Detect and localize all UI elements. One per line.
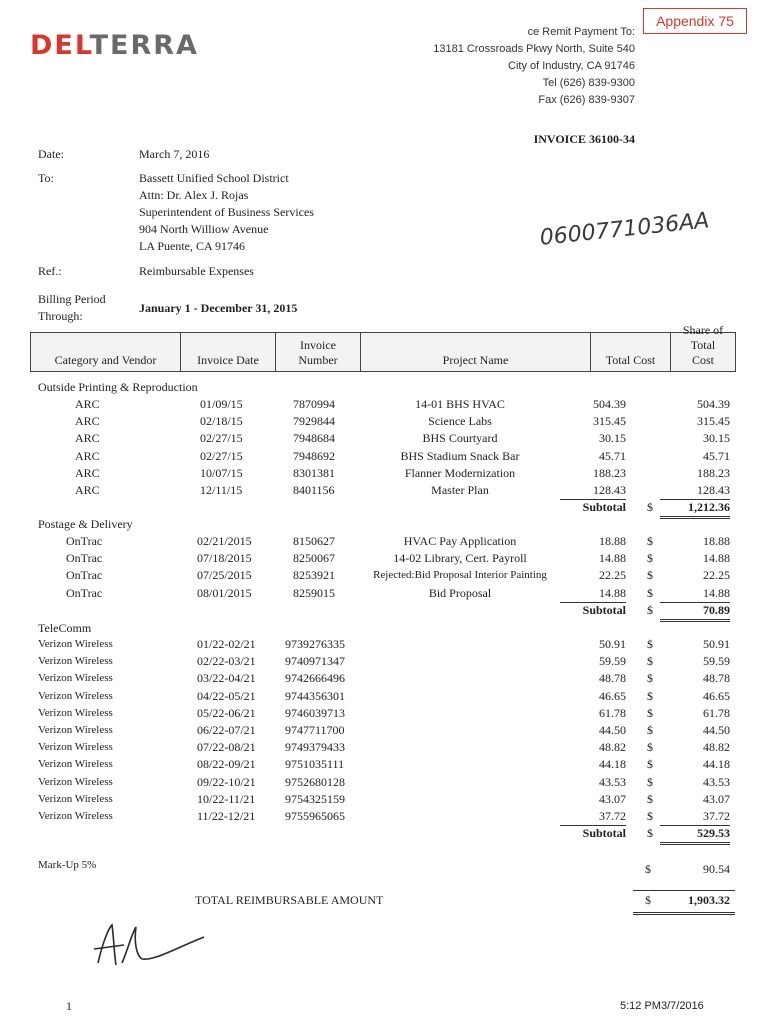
markup-currency: $ (645, 862, 651, 876)
section-title-postage: Postage & Delivery (38, 517, 133, 531)
currency-symbol: $ (647, 740, 653, 755)
invoice-number: 7870994 (293, 397, 335, 411)
total-cost: 44.18 (599, 757, 626, 772)
share-cost: 14.88 (660, 585, 730, 603)
share-cost: 30.15 (703, 431, 730, 446)
total-cost: 315.45 (593, 414, 626, 429)
currency-symbol: $ (647, 654, 653, 669)
invoice-number: 8253921 (293, 568, 335, 583)
invoice-date: 07/22-08/21 (197, 740, 256, 755)
date-label: Date: (38, 147, 64, 161)
invoice-date: 07/25/2015 (197, 568, 252, 583)
share-cost: 59.59 (703, 654, 730, 669)
currency-symbol: $ (647, 757, 653, 772)
subtotal-currency: $ (647, 826, 653, 841)
date-value: March 7, 2016 (139, 147, 210, 161)
total-currency: $ (645, 893, 651, 907)
invoice-date: 08/01/2015 (197, 585, 252, 600)
vendor-name: ARC (75, 483, 100, 497)
header-total-cost: Total Cost (591, 333, 671, 371)
vendor-name: Verizon Wireless (38, 810, 113, 822)
project-name: Flanner Modernization (404, 465, 516, 480)
total-cost: 48.78 (599, 671, 626, 686)
total-label: TOTAL REIMBURSABLE AMOUNT (195, 893, 384, 907)
vendor-name: ARC (75, 397, 100, 411)
subtotal-value: 529.53 (660, 825, 730, 845)
total-cost: 59.59 (599, 654, 626, 669)
invoice-number: 9740971347 (285, 654, 345, 669)
remit-line-3: City of Industry, CA 91746 (508, 60, 635, 72)
vendor-name: Verizon Wireless (38, 741, 113, 754)
total-cost: 14.88 (599, 551, 626, 566)
subtotal-value: 70.89 (660, 602, 730, 622)
invoice-number: INVOICE 36100-34 (533, 132, 635, 146)
remit-line-5: Fax (626) 839-9307 (538, 94, 635, 106)
share-cost: 48.78 (703, 671, 730, 686)
currency-symbol: $ (647, 637, 653, 651)
invoice-date: 01/09/15 (200, 397, 243, 411)
markup-label: Mark-Up 5% (38, 859, 97, 871)
vendor-name: Verizon Wireless (38, 792, 113, 805)
currency-symbol: $ (647, 809, 653, 823)
share-cost: 44.18 (703, 757, 730, 772)
header-project-name: Project Name (361, 333, 591, 371)
vendor-name: Verizon Wireless (38, 706, 113, 719)
subtotal-currency: $ (647, 602, 653, 617)
subtotal-label: Subtotal (582, 602, 626, 617)
invoice-date: 02/21/2015 (197, 534, 252, 548)
billing-label-1: Billing Period (38, 292, 106, 306)
invoice-number: 9746039713 (285, 705, 345, 720)
invoice-number: 8250067 (293, 551, 335, 566)
total-cost: 37.72 (560, 808, 626, 826)
share-cost: 45.71 (703, 448, 730, 463)
invoice-number: 8259015 (293, 585, 335, 600)
share-cost: 315.45 (697, 414, 730, 429)
section-title-telecomm: TeleComm (38, 621, 92, 635)
subtotal-label: Subtotal (582, 826, 626, 841)
to-line-2: Attn: Dr. Alex J. Rojas (139, 188, 249, 202)
share-cost: 43.07 (703, 791, 730, 806)
currency-symbol: $ (647, 585, 653, 600)
invoice-number: 9754325159 (285, 791, 345, 806)
total-cost: 45.71 (599, 448, 626, 463)
share-cost: 37.72 (660, 808, 730, 826)
vendor-name: Verizon Wireless (38, 724, 113, 736)
share-cost: 44.50 (703, 723, 730, 737)
project-name: HVAC Pay Application (403, 534, 517, 548)
invoice-date: 02/27/15 (200, 448, 243, 463)
share-cost: 48.82 (703, 740, 730, 755)
header-category: Category and Vendor (31, 333, 181, 371)
subtotal-value: 1,212.36 (660, 499, 730, 519)
subtotal-label: Subtotal (582, 500, 626, 515)
project-name: BHS Courtyard (422, 431, 498, 446)
invoice-number: 8401156 (293, 483, 335, 497)
invoice-number: 9755965065 (285, 809, 345, 823)
invoice-date: 01/22-02/21 (197, 637, 256, 651)
currency-symbol: $ (647, 705, 653, 720)
invoice-number: 7948684 (293, 431, 335, 446)
total-cost: 22.25 (599, 568, 626, 583)
appendix-label: Appendix 75 (643, 8, 747, 34)
invoice-date: 04/22-05/21 (197, 688, 256, 703)
to-label: To: (38, 171, 54, 185)
invoice-date: 08/22-09/21 (197, 757, 256, 772)
remit-line-1: ce Remit Payment To: (527, 26, 635, 38)
table-header (30, 323, 736, 372)
invoice-number: 9751035111 (285, 757, 345, 772)
total-cost: 46.65 (599, 688, 626, 703)
currency-symbol: $ (647, 774, 653, 789)
vendor-name: ARC (75, 414, 100, 429)
currency-symbol: $ (647, 723, 653, 737)
project-name: 14-01 BHS HVAC (415, 397, 505, 411)
header-share-of-total: Share of Total Cost (682, 323, 724, 367)
invoice-date: 10/22-11/21 (197, 791, 256, 806)
total-cost: 128.43 (560, 482, 626, 500)
vendor-name: OnTrac (66, 551, 103, 566)
invoice-number: 8301381 (293, 465, 335, 480)
invoice-date: 07/18/2015 (197, 551, 252, 566)
share-cost: 61.78 (703, 705, 730, 720)
invoice-number: 9747711700 (285, 723, 345, 737)
total-cost: 14.88 (560, 585, 626, 603)
share-cost: 188.23 (697, 465, 730, 480)
vendor-name: Verizon Wireless (38, 775, 113, 788)
currency-symbol: $ (647, 791, 653, 806)
to-line-5: LA Puente, CA 91746 (139, 239, 246, 253)
ref-value: Reimbursable Expenses (139, 264, 254, 278)
invoice-number: 9742666496 (285, 671, 345, 686)
total-cost: 61.78 (599, 705, 626, 720)
header-invoice-date: Invoice Date (181, 333, 276, 371)
to-line-3: Superintendent of Business Services (139, 205, 314, 219)
currency-symbol: $ (647, 534, 653, 548)
handwritten-po-note (535, 200, 725, 255)
billing-period-value: January 1 - December 31, 2015 (139, 301, 298, 315)
print-timestamp: 5:12 PM3/7/2016 (620, 1000, 704, 1012)
markup-value: 90.54 (703, 862, 730, 876)
invoice-date: 05/22-06/21 (197, 705, 256, 720)
share-cost: 43.53 (703, 774, 730, 789)
invoice-date: 09/22-10/21 (197, 774, 256, 789)
currency-symbol: $ (647, 551, 653, 566)
share-cost: 14.88 (703, 551, 730, 566)
project-name: Science Labs (428, 414, 492, 429)
total-cost: 43.53 (599, 774, 626, 789)
header-invoice-number: Invoice Number (276, 333, 361, 371)
project-name: BHS Stadium Snack Bar (400, 448, 520, 463)
total-cost: 18.88 (599, 534, 626, 548)
delterra-logo: DELTERRA (30, 30, 199, 61)
section-title-printing: Outside Printing & Reproduction (38, 380, 198, 394)
vendor-name: Verizon Wireless (38, 689, 113, 702)
currency-symbol: $ (647, 688, 653, 703)
vendor-name: Verizon Wireless (38, 655, 113, 668)
invoice-date: 11/22-12/21 (197, 809, 256, 823)
invoice-date: 12/11/15 (200, 483, 243, 497)
to-line-4: 904 North Williow Avenue (139, 222, 269, 236)
invoice-date: 02/27/15 (200, 431, 243, 446)
total-cost: 48.82 (599, 740, 626, 755)
ref-label: Ref.: (38, 264, 62, 278)
vendor-name: Verizon Wireless (38, 672, 113, 685)
share-cost: 128.43 (660, 482, 730, 500)
share-cost: 50.91 (703, 637, 730, 651)
invoice-number: 7948692 (293, 448, 335, 463)
project-name: Master Plan (431, 483, 489, 497)
vendor-name: ARC (75, 448, 100, 463)
share-cost: 22.25 (703, 568, 730, 583)
vendor-name: OnTrac (66, 585, 103, 600)
remit-line-2: 13181 Crossroads Pkwy North, Suite 540 (433, 43, 635, 55)
subtotal-currency: $ (647, 500, 653, 515)
invoice-date: 03/22-04/21 (197, 671, 256, 686)
total-cost: 30.15 (599, 431, 626, 446)
vendor-name: ARC (75, 465, 100, 480)
billing-label-2: Through: (38, 309, 83, 323)
invoice-number: 9752680128 (285, 774, 345, 789)
vendor-name: Verizon Wireless (38, 638, 113, 650)
invoice-date: 02/22-03/21 (197, 654, 256, 669)
share-cost: 46.65 (703, 688, 730, 703)
share-cost: 18.88 (703, 534, 730, 548)
project-name: Rejected:Bid Proposal Interior Painting (373, 569, 547, 582)
invoice-number: 7929844 (293, 414, 335, 429)
svg-text:0600771036AA: 0600771036AA (538, 208, 711, 250)
total-cost: 504.39 (593, 397, 626, 411)
project-name: 14-02 Library, Cert. Payroll (393, 551, 527, 566)
invoice-date: 06/22-07/21 (197, 723, 256, 737)
invoice-date: 10/07/15 (200, 465, 243, 480)
invoice-date: 02/18/15 (200, 414, 243, 429)
vendor-name: OnTrac (66, 534, 103, 548)
vendor-name: Verizon Wireless (38, 758, 113, 771)
total-cost: 188.23 (593, 465, 626, 480)
share-cost: 504.39 (697, 397, 730, 411)
vendor-name: ARC (75, 431, 100, 446)
remit-line-4: Tel (626) 839-9300 (542, 77, 635, 89)
page-number: 1 (66, 999, 72, 1013)
invoice-number: 9744356301 (285, 688, 345, 703)
invoice-number: 8150627 (293, 534, 335, 548)
vendor-name: OnTrac (66, 568, 103, 583)
to-line-1: Bassett Unified School District (139, 171, 289, 185)
currency-symbol: $ (647, 568, 653, 583)
total-cost: 43.07 (599, 791, 626, 806)
project-name: Bid Proposal (428, 585, 492, 600)
total-cost: 50.91 (599, 637, 626, 651)
currency-symbol: $ (647, 671, 653, 686)
signature (84, 915, 214, 980)
invoice-number: 9749379433 (285, 740, 345, 755)
total-cost: 44.50 (599, 723, 626, 737)
invoice-number: 9739276335 (285, 637, 345, 651)
total-value: 1,903.32 (688, 893, 730, 907)
